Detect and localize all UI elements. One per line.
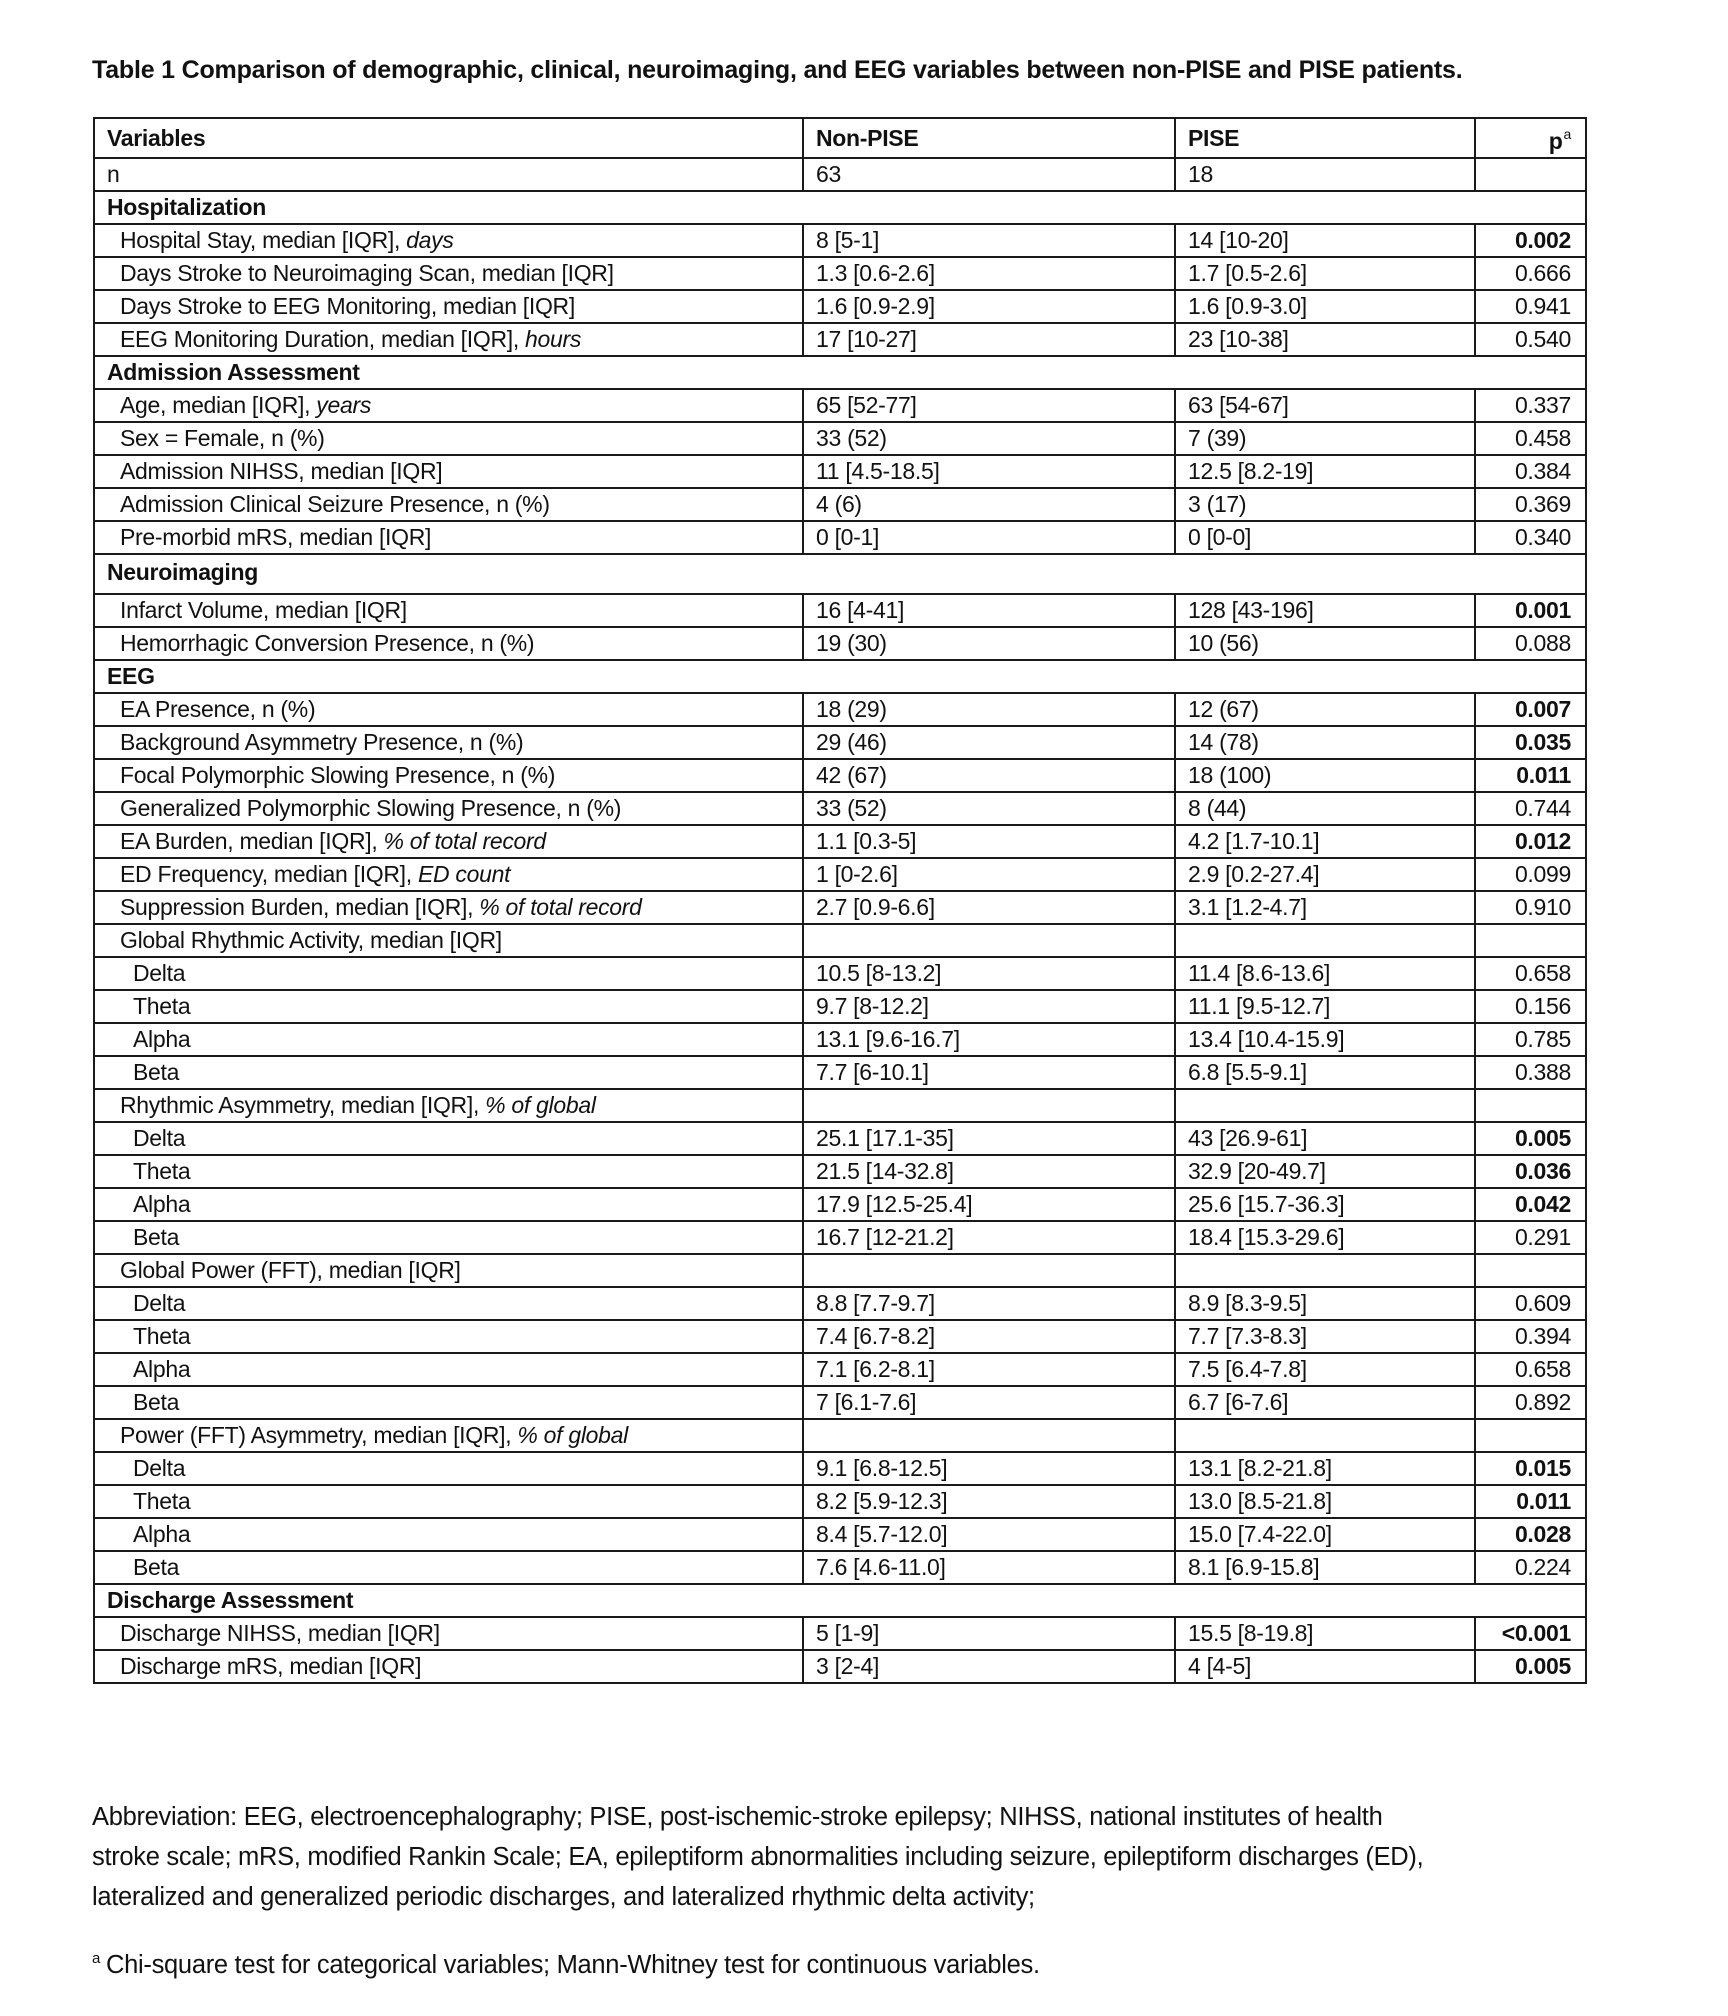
table-row bbox=[94, 521, 1586, 554]
table-row bbox=[94, 389, 1586, 422]
pise-value: 2.9 [0.2-27.4] bbox=[1175, 858, 1475, 891]
p-label: p bbox=[1548, 128, 1563, 154]
variable-label-text: Beta bbox=[133, 1554, 180, 1580]
variable-label-text: Theta bbox=[133, 1323, 191, 1349]
abbreviation-line-1: Abbreviation: EEG, electroencephalography; PISE, post-ischemic-stroke epilepsy; NIHSS, national institutes of health bbox=[92, 1803, 1383, 1831]
variable-cell bbox=[94, 323, 803, 356]
non-pise-value: 8.8 [7.7-9.7] bbox=[803, 1287, 1175, 1320]
non-pise-value: 2.7 [0.9-6.6] bbox=[803, 891, 1175, 924]
subgroup-label bbox=[94, 1089, 803, 1122]
empty-cell bbox=[1475, 1089, 1586, 1122]
table-row bbox=[94, 1122, 1586, 1155]
empty-cell bbox=[1475, 1419, 1586, 1452]
variable-label-text: Beta bbox=[133, 1059, 180, 1085]
pise-value: 8 (44) bbox=[1175, 792, 1475, 825]
variable-cell bbox=[94, 455, 803, 488]
variable-cell bbox=[94, 1485, 803, 1518]
p-value-significant: 0.011 bbox=[1475, 1485, 1586, 1518]
p-value: 0.369 bbox=[1475, 488, 1586, 521]
section-header-row bbox=[94, 554, 1586, 594]
variable-cell bbox=[94, 825, 803, 858]
table-caption: Table 1 Comparison of demographic, clinical, neuroimaging, and EEG variables between non-PISE and PISE patients. bbox=[92, 56, 1463, 84]
variable-cell bbox=[94, 521, 803, 554]
variable-unit: % of total record bbox=[383, 828, 546, 854]
subgroup-label bbox=[94, 1419, 803, 1452]
table-row bbox=[94, 257, 1586, 290]
subgroup-label bbox=[94, 924, 803, 957]
variable-cell bbox=[94, 759, 803, 792]
p-value: 0.458 bbox=[1475, 422, 1586, 455]
table-row bbox=[94, 1188, 1586, 1221]
statistical-test-text: Chi-square test for categorical variables; Mann-Whitney test for continuous variables. bbox=[106, 1951, 1040, 1979]
p-value: 0.384 bbox=[1475, 455, 1586, 488]
variable-cell bbox=[94, 1452, 803, 1485]
variable-label-text: Sex = Female, n (%) bbox=[120, 425, 325, 451]
p-value: 0.910 bbox=[1475, 891, 1586, 924]
variable-label-text: Beta bbox=[133, 1224, 180, 1250]
variable-cell bbox=[94, 224, 803, 257]
non-pise-value: 3 [2-4] bbox=[803, 1650, 1175, 1683]
pise-value: 1.7 [0.5-2.6] bbox=[1175, 257, 1475, 290]
variable-label-text: Delta bbox=[133, 1290, 186, 1316]
section-header-row bbox=[94, 191, 1586, 224]
pise-value: 14 (78) bbox=[1175, 726, 1475, 759]
variable-cell bbox=[94, 1386, 803, 1419]
p-value: 0.337 bbox=[1475, 389, 1586, 422]
pise-value: 8.9 [8.3-9.5] bbox=[1175, 1287, 1475, 1320]
pise-value: 18 (100) bbox=[1175, 759, 1475, 792]
non-pise-value: 65 [52-77] bbox=[803, 389, 1175, 422]
table-row bbox=[94, 290, 1586, 323]
variable-cell bbox=[94, 1650, 803, 1683]
pise-value: 4 [4-5] bbox=[1175, 1650, 1475, 1683]
table-row bbox=[94, 858, 1586, 891]
pise-value: 7.5 [6.4-7.8] bbox=[1175, 1353, 1475, 1386]
header-variables: Variables bbox=[94, 118, 803, 158]
p-value: 0.658 bbox=[1475, 957, 1586, 990]
p-value: 0.609 bbox=[1475, 1287, 1586, 1320]
non-pise-value: 1.1 [0.3-5] bbox=[803, 825, 1175, 858]
non-pise-value: 9.1 [6.8-12.5] bbox=[803, 1452, 1175, 1485]
n-pise: 18 bbox=[1175, 158, 1475, 191]
p-value-significant: 0.015 bbox=[1475, 1452, 1586, 1485]
pise-value: 25.6 [15.7-36.3] bbox=[1175, 1188, 1475, 1221]
p-value: 0.658 bbox=[1475, 1353, 1586, 1386]
variable-cell bbox=[94, 1320, 803, 1353]
variable-cell bbox=[94, 1023, 803, 1056]
empty-cell bbox=[803, 1254, 1175, 1287]
subgroup-header-row bbox=[94, 924, 1586, 957]
non-pise-value: 8.2 [5.9-12.3] bbox=[803, 1485, 1175, 1518]
pise-value: 8.1 [6.9-15.8] bbox=[1175, 1551, 1475, 1584]
variable-label-text: Background Asymmetry Presence, n (%) bbox=[120, 729, 524, 755]
table-row bbox=[94, 1452, 1586, 1485]
p-value: 0.666 bbox=[1475, 257, 1586, 290]
pise-value: 63 [54-67] bbox=[1175, 389, 1475, 422]
variable-cell bbox=[94, 1122, 803, 1155]
p-value-significant: 0.005 bbox=[1475, 1122, 1586, 1155]
non-pise-value: 11 [4.5-18.5] bbox=[803, 455, 1175, 488]
table-row bbox=[94, 726, 1586, 759]
empty-cell bbox=[803, 924, 1175, 957]
abbreviation-line-2: stroke scale; mRS, modified Rankin Scale; EA, epileptiform abnormalities including seizure, epileptiform discharges (ED), bbox=[92, 1843, 1424, 1871]
pise-value: 13.4 [10.4-15.9] bbox=[1175, 1023, 1475, 1056]
variable-label-text: Admission Clinical Seizure Presence, n (%) bbox=[120, 491, 550, 517]
variable-label-text: Generalized Polymorphic Slowing Presence, n (%) bbox=[120, 795, 622, 821]
p-value: 0.099 bbox=[1475, 858, 1586, 891]
variable-cell bbox=[94, 792, 803, 825]
p-value: 0.388 bbox=[1475, 1056, 1586, 1089]
pise-value: 10 (56) bbox=[1175, 627, 1475, 660]
pise-value: 1.6 [0.9-3.0] bbox=[1175, 290, 1475, 323]
table-row bbox=[94, 1485, 1586, 1518]
n-non-pise: 63 bbox=[803, 158, 1175, 191]
p-value-significant: 0.007 bbox=[1475, 693, 1586, 726]
p-value: 0.540 bbox=[1475, 323, 1586, 356]
variable-label-text: Beta bbox=[133, 1389, 180, 1415]
p-value: 0.088 bbox=[1475, 627, 1586, 660]
variable-unit: % of total record bbox=[479, 894, 642, 920]
table-row bbox=[94, 1023, 1586, 1056]
empty-cell bbox=[803, 1419, 1175, 1452]
pise-value: 11.1 [9.5-12.7] bbox=[1175, 990, 1475, 1023]
empty-cell bbox=[1175, 1254, 1475, 1287]
table-row bbox=[94, 455, 1586, 488]
pise-value: 13.1 [8.2-21.8] bbox=[1175, 1452, 1475, 1485]
section-title: Hospitalization bbox=[94, 191, 1586, 224]
variable-cell bbox=[94, 1353, 803, 1386]
table-row bbox=[94, 224, 1586, 257]
variable-label-text: Hospital Stay, median [IQR], bbox=[120, 227, 407, 253]
section-header-row bbox=[94, 660, 1586, 693]
table-row bbox=[94, 759, 1586, 792]
non-pise-value: 1.6 [0.9-2.9] bbox=[803, 290, 1175, 323]
p-value-significant: 0.011 bbox=[1475, 759, 1586, 792]
header-row bbox=[94, 118, 1586, 158]
variable-cell bbox=[94, 1221, 803, 1254]
p-value: 0.744 bbox=[1475, 792, 1586, 825]
variable-label-text: Days Stroke to Neuroimaging Scan, median [IQR] bbox=[120, 260, 614, 286]
non-pise-value: 8 [5-1] bbox=[803, 224, 1175, 257]
table-row bbox=[94, 1353, 1586, 1386]
pise-value: 128 [43-196] bbox=[1175, 594, 1475, 627]
p-value-significant: 0.028 bbox=[1475, 1518, 1586, 1551]
variable-cell bbox=[94, 1551, 803, 1584]
p-value-significant: 0.001 bbox=[1475, 594, 1586, 627]
variable-cell bbox=[94, 891, 803, 924]
non-pise-value: 1.3 [0.6-2.6] bbox=[803, 257, 1175, 290]
section-header-row bbox=[94, 356, 1586, 389]
variable-cell bbox=[94, 1287, 803, 1320]
table-row bbox=[94, 422, 1586, 455]
variable-label-text: Theta bbox=[133, 1158, 191, 1184]
p-value-significant: 0.002 bbox=[1475, 224, 1586, 257]
variable-label-text: Admission NIHSS, median [IQR] bbox=[120, 458, 443, 484]
table-row bbox=[94, 594, 1586, 627]
variable-cell bbox=[94, 389, 803, 422]
table-body bbox=[94, 158, 1586, 1683]
non-pise-value: 18 (29) bbox=[803, 693, 1175, 726]
non-pise-value: 4 (6) bbox=[803, 488, 1175, 521]
pise-value: 15.0 [7.4-22.0] bbox=[1175, 1518, 1475, 1551]
variable-label-text: Rhythmic Asymmetry, median [IQR], bbox=[120, 1092, 486, 1118]
empty-cell bbox=[1475, 1254, 1586, 1287]
empty-cell bbox=[803, 1089, 1175, 1122]
pise-value: 6.7 [6-7.6] bbox=[1175, 1386, 1475, 1419]
table-row bbox=[94, 488, 1586, 521]
n-row bbox=[94, 158, 1586, 191]
table-row bbox=[94, 1551, 1586, 1584]
table-row bbox=[94, 957, 1586, 990]
section-header-row bbox=[94, 1584, 1586, 1617]
pise-value: 15.5 [8-19.8] bbox=[1175, 1617, 1475, 1650]
table-row bbox=[94, 627, 1586, 660]
header-pise: PISE bbox=[1175, 118, 1475, 158]
p-value-significant: 0.005 bbox=[1475, 1650, 1586, 1683]
non-pise-value: 10.5 [8-13.2] bbox=[803, 957, 1175, 990]
variable-cell bbox=[94, 693, 803, 726]
non-pise-value: 17 [10-27] bbox=[803, 323, 1175, 356]
p-value-significant: <0.001 bbox=[1475, 1617, 1586, 1650]
variable-label-text: Global Rhythmic Activity, median [IQR] bbox=[120, 927, 502, 953]
non-pise-value: 9.7 [8-12.2] bbox=[803, 990, 1175, 1023]
variable-label-text: Hemorrhagic Conversion Presence, n (%) bbox=[120, 630, 535, 656]
variable-label-text: Global Power (FFT), median [IQR] bbox=[120, 1257, 461, 1283]
pise-value: 14 [10-20] bbox=[1175, 224, 1475, 257]
variable-label-text: Pre-morbid mRS, median [IQR] bbox=[120, 524, 432, 550]
table-row bbox=[94, 1320, 1586, 1353]
header-non-pise: Non-PISE bbox=[803, 118, 1175, 158]
table-row bbox=[94, 825, 1586, 858]
variable-label-text: Focal Polymorphic Slowing Presence, n (%) bbox=[120, 762, 556, 788]
table-row bbox=[94, 792, 1586, 825]
empty-cell bbox=[1175, 1089, 1475, 1122]
pise-value: 11.4 [8.6-13.6] bbox=[1175, 957, 1475, 990]
pise-value: 6.8 [5.5-9.1] bbox=[1175, 1056, 1475, 1089]
variable-cell bbox=[94, 290, 803, 323]
pise-value: 7 (39) bbox=[1175, 422, 1475, 455]
variable-label-text: Power (FFT) Asymmetry, median [IQR], bbox=[120, 1422, 518, 1448]
footnote-marker: a bbox=[92, 1950, 101, 1967]
pise-value: 4.2 [1.7-10.1] bbox=[1175, 825, 1475, 858]
variable-unit: % of global bbox=[517, 1422, 628, 1448]
non-pise-value: 29 (46) bbox=[803, 726, 1175, 759]
variable-label-text: Infarct Volume, median [IQR] bbox=[120, 597, 407, 623]
table-row bbox=[94, 323, 1586, 356]
variable-label-text: Suppression Burden, median [IQR], bbox=[120, 894, 480, 920]
pise-value: 32.9 [20-49.7] bbox=[1175, 1155, 1475, 1188]
table-row bbox=[94, 1518, 1586, 1551]
n-label: n bbox=[94, 158, 803, 191]
empty-cell bbox=[1475, 924, 1586, 957]
non-pise-value: 7.6 [4.6-11.0] bbox=[803, 1551, 1175, 1584]
non-pise-value: 16.7 [12-21.2] bbox=[803, 1221, 1175, 1254]
p-value-significant: 0.042 bbox=[1475, 1188, 1586, 1221]
p-value-significant: 0.036 bbox=[1475, 1155, 1586, 1188]
variable-unit: years bbox=[316, 392, 372, 418]
non-pise-value: 7.1 [6.2-8.1] bbox=[803, 1353, 1175, 1386]
non-pise-value: 17.9 [12.5-25.4] bbox=[803, 1188, 1175, 1221]
variable-cell bbox=[94, 627, 803, 660]
table-row bbox=[94, 1617, 1586, 1650]
variable-label-text: EA Burden, median [IQR], bbox=[120, 828, 384, 854]
p-value: 0.224 bbox=[1475, 1551, 1586, 1584]
non-pise-value: 7 [6.1-7.6] bbox=[803, 1386, 1175, 1419]
section-title: Neuroimaging bbox=[94, 554, 1586, 594]
p-value: 0.394 bbox=[1475, 1320, 1586, 1353]
statistical-test-note bbox=[92, 1939, 1612, 1985]
p-value: 0.941 bbox=[1475, 290, 1586, 323]
table-row bbox=[94, 990, 1586, 1023]
subgroup-header-row bbox=[94, 1419, 1586, 1452]
variable-cell bbox=[94, 594, 803, 627]
subgroup-header-row bbox=[94, 1254, 1586, 1287]
pise-value: 12 (67) bbox=[1175, 693, 1475, 726]
variable-label-text: Alpha bbox=[133, 1521, 191, 1547]
p-superscript: a bbox=[1563, 126, 1571, 142]
variable-label-text: Discharge NIHSS, median [IQR] bbox=[120, 1620, 440, 1646]
variable-label-text: EA Presence, n (%) bbox=[120, 696, 316, 722]
non-pise-value: 33 (52) bbox=[803, 792, 1175, 825]
p-value: 0.291 bbox=[1475, 1221, 1586, 1254]
variable-label-text: Delta bbox=[133, 1455, 186, 1481]
variable-label-text: Delta bbox=[133, 1125, 186, 1151]
variable-label-text: Alpha bbox=[133, 1356, 191, 1382]
variable-cell bbox=[94, 1155, 803, 1188]
pise-value: 18.4 [15.3-29.6] bbox=[1175, 1221, 1475, 1254]
variable-cell bbox=[94, 257, 803, 290]
p-value: 0.892 bbox=[1475, 1386, 1586, 1419]
pise-value: 0 [0-0] bbox=[1175, 521, 1475, 554]
non-pise-value: 7.7 [6-10.1] bbox=[803, 1056, 1175, 1089]
pise-value: 13.0 [8.5-21.8] bbox=[1175, 1485, 1475, 1518]
variable-cell bbox=[94, 726, 803, 759]
variable-label-text: Alpha bbox=[133, 1191, 191, 1217]
variable-label-text: Theta bbox=[133, 993, 191, 1019]
pise-value: 3 (17) bbox=[1175, 488, 1475, 521]
variable-label-text: ED Frequency, median [IQR], bbox=[120, 861, 418, 887]
non-pise-value: 5 [1-9] bbox=[803, 1617, 1175, 1650]
p-value-significant: 0.012 bbox=[1475, 825, 1586, 858]
empty-cell bbox=[1175, 1419, 1475, 1452]
variable-label-text: Alpha bbox=[133, 1026, 191, 1052]
n-p bbox=[1475, 158, 1586, 191]
comparison-table bbox=[93, 117, 1587, 1684]
variable-unit: hours bbox=[525, 326, 582, 352]
pise-value: 43 [26.9-61] bbox=[1175, 1122, 1475, 1155]
variable-cell bbox=[94, 422, 803, 455]
p-value: 0.785 bbox=[1475, 1023, 1586, 1056]
table-row bbox=[94, 1650, 1586, 1683]
variable-cell bbox=[94, 1056, 803, 1089]
subgroup-label bbox=[94, 1254, 803, 1287]
variable-cell bbox=[94, 1617, 803, 1650]
table-row bbox=[94, 1056, 1586, 1089]
table-row bbox=[94, 1287, 1586, 1320]
variable-label-text: Theta bbox=[133, 1488, 191, 1514]
variable-cell bbox=[94, 990, 803, 1023]
table-row bbox=[94, 891, 1586, 924]
non-pise-value: 42 (67) bbox=[803, 759, 1175, 792]
variable-label-text: EEG Monitoring Duration, median [IQR], bbox=[120, 326, 526, 352]
non-pise-value: 7.4 [6.7-8.2] bbox=[803, 1320, 1175, 1353]
variable-cell bbox=[94, 488, 803, 521]
table-row bbox=[94, 1155, 1586, 1188]
table-row bbox=[94, 1221, 1586, 1254]
variable-cell bbox=[94, 858, 803, 891]
variable-label-text: Delta bbox=[133, 960, 186, 986]
variable-label-text: Age, median [IQR], bbox=[120, 392, 317, 418]
non-pise-value: 21.5 [14-32.8] bbox=[803, 1155, 1175, 1188]
non-pise-value: 8.4 [5.7-12.0] bbox=[803, 1518, 1175, 1551]
table-row bbox=[94, 1386, 1586, 1419]
table-footnotes bbox=[92, 1797, 1612, 1985]
variable-unit: ED count bbox=[417, 861, 511, 887]
pise-value: 23 [10-38] bbox=[1175, 323, 1475, 356]
variable-cell bbox=[94, 1188, 803, 1221]
section-title: EEG bbox=[94, 660, 1586, 693]
pise-value: 3.1 [1.2-4.7] bbox=[1175, 891, 1475, 924]
p-value: 0.156 bbox=[1475, 990, 1586, 1023]
variable-cell bbox=[94, 957, 803, 990]
non-pise-value: 13.1 [9.6-16.7] bbox=[803, 1023, 1175, 1056]
variable-unit: % of global bbox=[485, 1092, 596, 1118]
variable-unit: days bbox=[406, 227, 454, 253]
subgroup-header-row bbox=[94, 1089, 1586, 1122]
p-value-significant: 0.035 bbox=[1475, 726, 1586, 759]
pise-value: 7.7 [7.3-8.3] bbox=[1175, 1320, 1475, 1353]
non-pise-value: 19 (30) bbox=[803, 627, 1175, 660]
abbreviation-line-3: lateralized and generalized periodic discharges, and lateralized rhythmic delta activity; bbox=[92, 1883, 1035, 1911]
p-value: 0.340 bbox=[1475, 521, 1586, 554]
variable-label-text: Days Stroke to EEG Monitoring, median [IQR] bbox=[120, 293, 575, 319]
non-pise-value: 33 (52) bbox=[803, 422, 1175, 455]
table-row bbox=[94, 693, 1586, 726]
non-pise-value: 25.1 [17.1-35] bbox=[803, 1122, 1175, 1155]
section-title: Discharge Assessment bbox=[94, 1584, 1586, 1617]
non-pise-value: 16 [4-41] bbox=[803, 594, 1175, 627]
pise-value: 12.5 [8.2-19] bbox=[1175, 455, 1475, 488]
variable-label-text: Discharge mRS, median [IQR] bbox=[120, 1653, 422, 1679]
header-p-value bbox=[1475, 118, 1586, 158]
non-pise-value: 1 [0-2.6] bbox=[803, 858, 1175, 891]
variable-cell bbox=[94, 1518, 803, 1551]
section-title: Admission Assessment bbox=[94, 356, 1586, 389]
non-pise-value: 0 [0-1] bbox=[803, 521, 1175, 554]
empty-cell bbox=[1175, 924, 1475, 957]
